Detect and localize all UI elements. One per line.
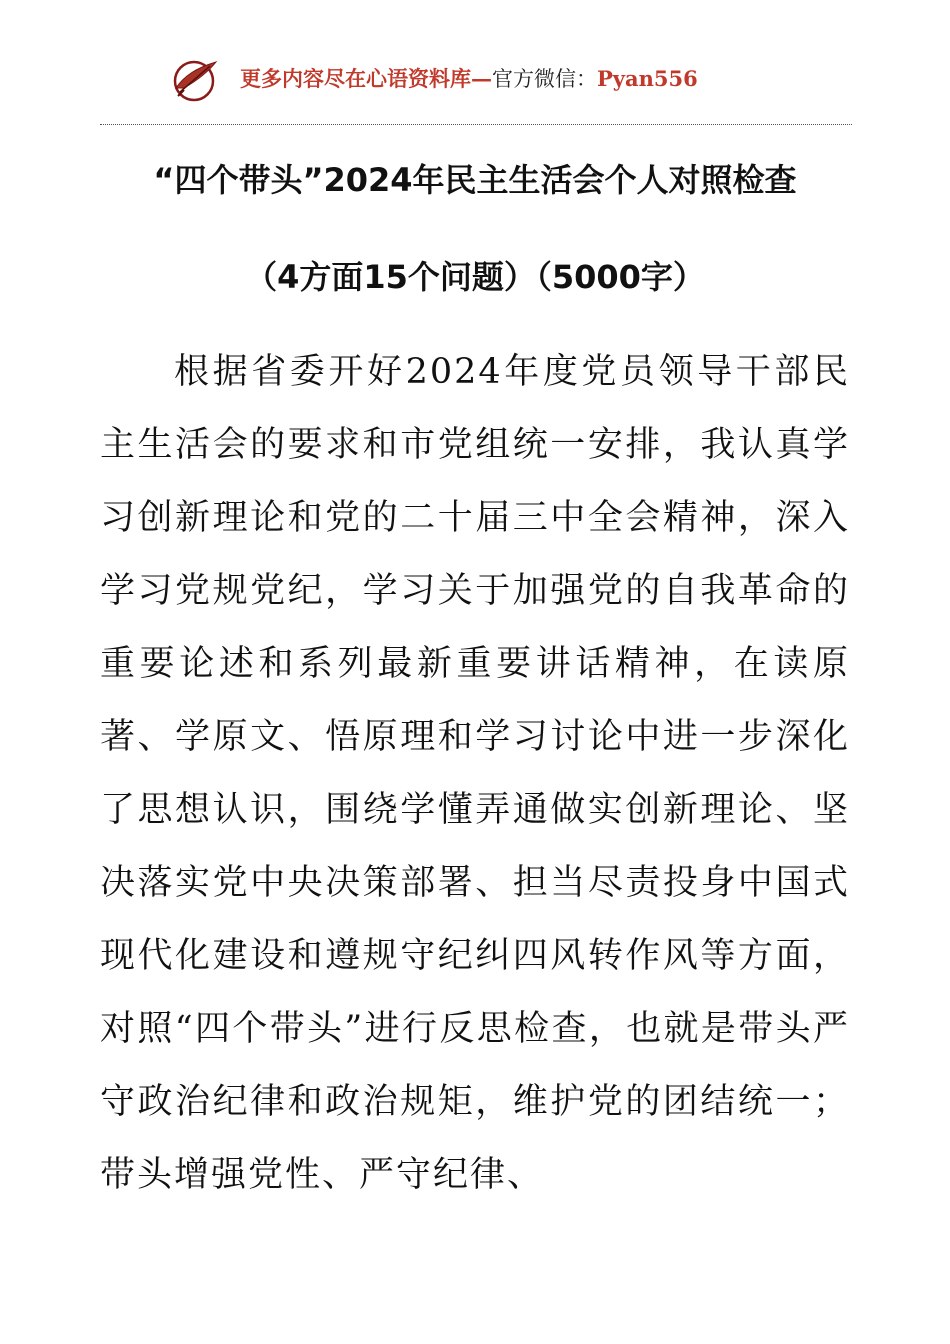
wechat-id: Pyan556 bbox=[597, 66, 698, 91]
header-caption bbox=[240, 64, 698, 94]
page-header bbox=[0, 50, 950, 110]
header-divider bbox=[100, 124, 852, 125]
feather-pen-logo-icon bbox=[170, 58, 222, 104]
body-paragraph: 根据省委开好2024年度党员领导干部民主生活会的要求和市党组统一安排，我认真学习创新理论和党的二十届三中全会精神，深入学习党规党纪，学习关于加强党的自我革命的重要论述和系列最新重要讲话精神，在读原著、学原文、悟原理和学习讨论中进一步深化了思想认识，围绕学懂弄通做实创新理论、坚决落实党中央决策部署、担当尽责投身中国式现代化建设和遵规守纪纠四风转作风等方面，对照“四个带头”进行反思检查，也就是带头严守政治纪律和政治规矩，维护党的团结统一；带头增强党性、严守纪律、 bbox=[100, 352, 850, 1195]
brand-name: 更多内容尽在心语资料库 bbox=[240, 66, 471, 91]
document-subtitle: （4方面15个问题）（5000字） bbox=[245, 258, 705, 296]
header-separator: — bbox=[471, 66, 492, 91]
document-title: “四个带头”2024年民主生活会个人对照检查 bbox=[153, 161, 797, 199]
wechat-label: 官方微信： bbox=[492, 67, 597, 91]
